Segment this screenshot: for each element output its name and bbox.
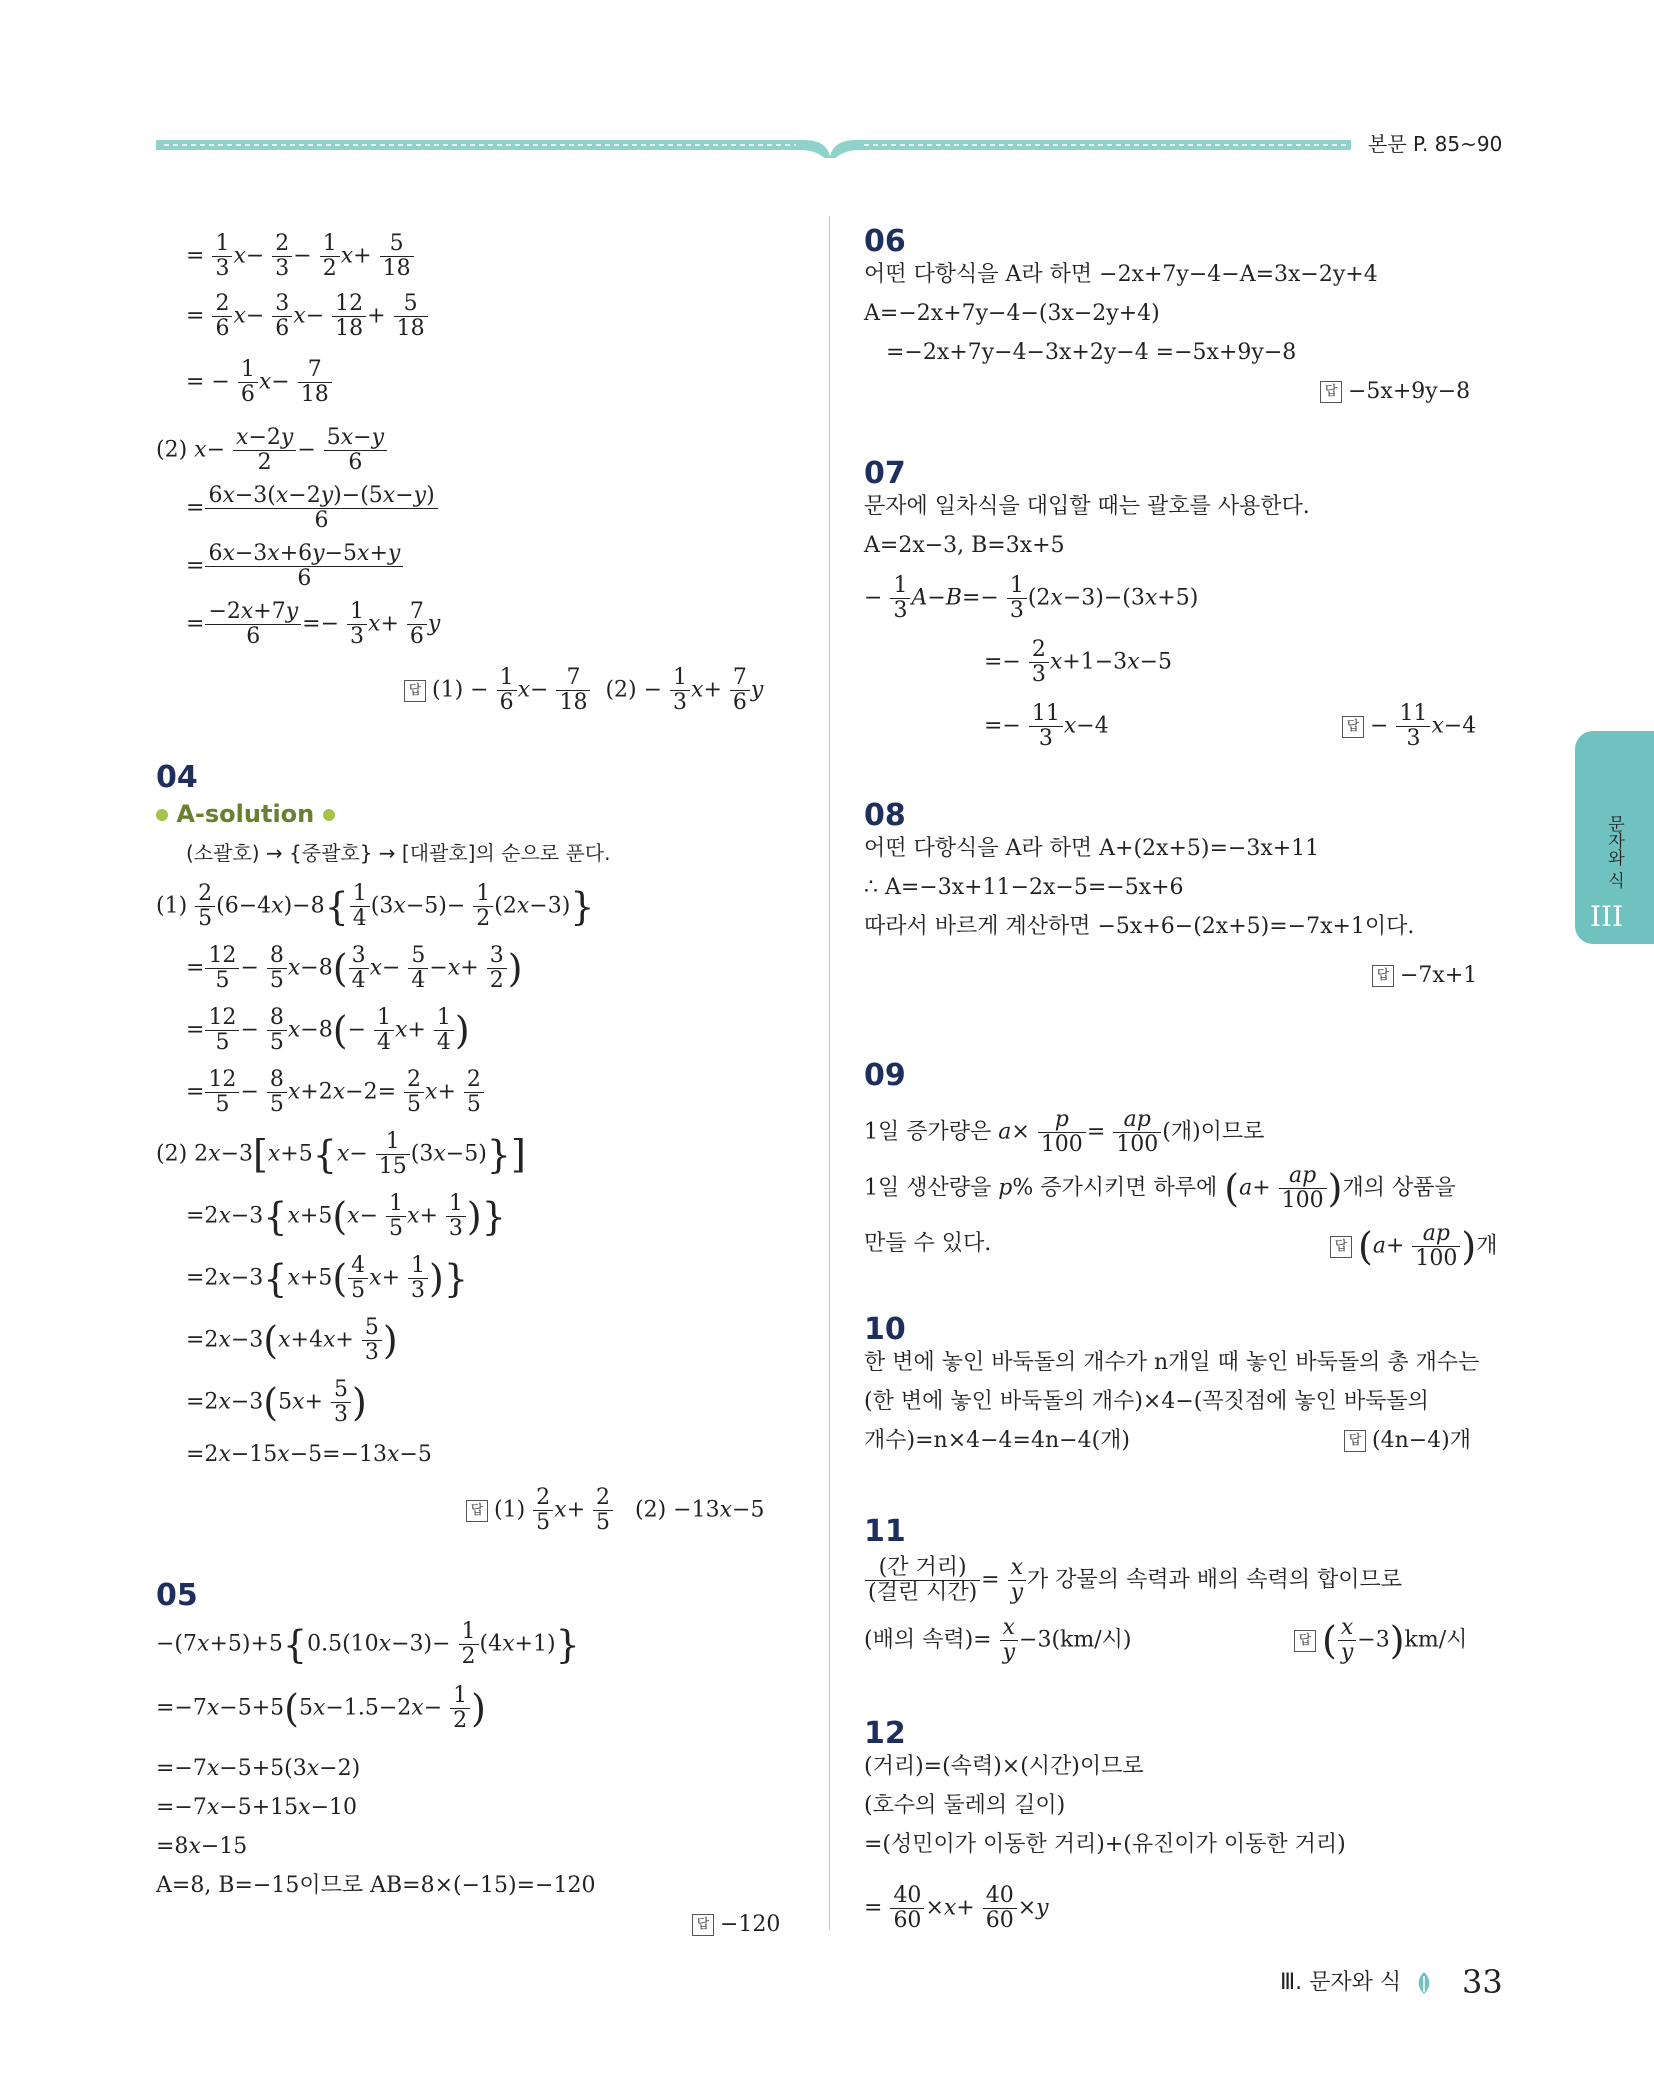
equation-line: = − $\frac{1}{6}$ x− $\frac{7}{18}$ xyxy=(186,358,333,407)
equation-line: = $\frac{40}{60}$ ×x+ $\frac{40}{60}$ ×y xyxy=(864,1883,1049,1934)
equation-line: =2x−3(x+4x+ $\frac{5}{3}$ ) xyxy=(186,1315,398,1366)
text-line: ∴ A=−3x+11−2x−5=−5x+6 xyxy=(864,875,1184,900)
chapter-tab-title: 문자와 식 xyxy=(1604,815,1624,889)
problem-number: 07 xyxy=(864,456,906,491)
equation-line: A=8, B=−15이므로 AB=8×(−15)=−120 xyxy=(156,1873,596,1898)
answer: 답 (1) − $\frac{1}{6}$ x− $\frac{7}{18}$ (2) − $\frac{1}{3}$ x+ $\frac{7}{6}$ y xyxy=(404,666,763,715)
text-line: A=−2x+7y−4−(3x−2y+4) xyxy=(864,301,1160,326)
answer: 답 (a+ $\frac{ap}{100}$ )개 xyxy=(1330,1222,1497,1271)
equation-line: = $\frac{12}{5}$ − $\frac{8}{5}$ x+2x−2= $\frac{2}{5}$ x+ $\frac{2}{5}$ xyxy=(186,1068,485,1117)
problem-number: 09 xyxy=(864,1058,906,1093)
problem-number: 11 xyxy=(864,1514,906,1549)
leaf-icon xyxy=(1414,1970,1434,1996)
answer-mark-icon: 답 xyxy=(1330,1236,1352,1258)
text-line: =−2x+7y−4−3x+2y−4 =−5x+9y−8 xyxy=(886,340,1297,365)
answer-mark-icon: 답 xyxy=(466,1500,488,1522)
answer-mark-icon: 답 xyxy=(1372,965,1394,987)
text-line: 개수)=n×4−4=4n−4(개) xyxy=(864,1428,1130,1453)
text-line: 문자에 일차식을 대입할 때는 괄호를 사용한다. xyxy=(864,494,1310,519)
answer-mark-icon: 답 xyxy=(1320,381,1342,403)
text-line: A=2x−3, B=3x+5 xyxy=(864,533,1065,558)
problem-number: 04 xyxy=(156,760,198,795)
column-divider xyxy=(829,216,830,1930)
text-line: (호수의 둘레의 길이) xyxy=(864,1793,1066,1818)
equation-line: = $\frac{6x-3x+6y-5x+y}{6}$ xyxy=(186,542,404,591)
equation-line: =−7x−5+15x−10 xyxy=(156,1795,358,1820)
equation-line: 1일 생산량을 p% 증가시키면 하루에 (a+ $\frac{ap}{100}$ )개의 상품을 xyxy=(864,1163,1456,1214)
answer-mark-icon: 답 xyxy=(692,1914,714,1936)
equation-line: =2x−3{x+5(x− $\frac{1}{5}$ x+ $\frac{1}{3}$ )} xyxy=(186,1191,506,1242)
equation-line: = $\frac{6x-3(x-2y)-(5x-y)}{6}$ xyxy=(186,484,439,533)
text-line: 어떤 다항식을 A라 하면 −2x+7y−4−A=3x−2y+4 xyxy=(864,262,1378,287)
answer: 답 −120 xyxy=(692,1914,780,1936)
equation-line: −(7x+5)+5{0.5(10x−3)− $\frac{1}{2}$ (4x+1)} xyxy=(156,1619,580,1670)
text-line: 만들 수 있다. xyxy=(864,1231,992,1256)
text-line: (한 변에 놓인 바둑돌의 개수)×4−(꼭짓점에 놓인 바둑돌의 xyxy=(864,1389,1429,1414)
answer: 답 −7x+1 xyxy=(1372,965,1477,987)
bullet-icon xyxy=(156,809,168,821)
equation-line: =−7x−5+5(3x−2) xyxy=(156,1756,361,1781)
equation-line: (2) x− $\frac{x-2y}{2}$ − $\frac{5x-y}{6}$ xyxy=(156,426,388,475)
text-line: 따라서 바르게 계산하면 −5x+6−(2x+5)=−7x+1이다. xyxy=(864,914,1415,939)
answer: 답 − $\frac{11}{3}$ x−4 xyxy=(1342,702,1476,751)
equation-line: = $\frac{-2x+7y}{6}$ =− $\frac{1}{3}$ x+ $\frac{7}{6}$ y xyxy=(186,599,441,650)
equation-line: =− $\frac{2}{3}$ x+1−3x−5 xyxy=(984,637,1173,688)
text-line: 어떤 다항식을 A라 하면 A+(2x+5)=−3x+11 xyxy=(864,836,1320,861)
header-banner xyxy=(156,136,1351,158)
equation-line: =−7x−5+5(5x−1.5−2x− $\frac{1}{2}$ ) xyxy=(156,1683,486,1734)
equation-line: (1) $\frac{2}{5}$ (6−4x)−8{ $\frac{1}{4}$ (3x−5)− $\frac{1}{2}$ (2x−3)} xyxy=(156,881,595,932)
problem-number: 12 xyxy=(864,1716,906,1751)
answer-mark-icon: 답 xyxy=(1342,716,1364,738)
equation-line: − $\frac{1}{3}$ A−B=− $\frac{1}{3}$ (2x−3)−(3x+5) xyxy=(864,573,1199,624)
answer-mark-icon: 답 xyxy=(1344,1430,1366,1452)
equation-line: =− $\frac{11}{3}$ x−4 xyxy=(984,701,1109,752)
answer-mark-icon: 답 xyxy=(1294,1630,1316,1652)
equation-line: 1일 증가량은 a× $\frac{p}{100}$ = $\frac{ap}{100}$ (개)이므로 xyxy=(864,1107,1265,1158)
problem-number: 08 xyxy=(864,798,906,833)
equation-line: =2x−3(5x+ $\frac{5}{3}$ ) xyxy=(186,1377,367,1428)
answer: 답 (1) $\frac{2}{5}$ x+ $\frac{2}{5}$ (2) −13x−5 xyxy=(466,1486,764,1535)
problem-number: 10 xyxy=(864,1312,906,1347)
hint-text: (소괄호) → {중괄호} → [대괄호]의 순으로 푼다. xyxy=(186,841,611,865)
equation-line: (2) 2x−3[x+5{x− $\frac{1}{15}$ (3x−5)}] xyxy=(156,1129,526,1180)
equation-line: $\frac{\text{(간 거리)}}{\text{(걸린 시간)}}$ = $\frac{x}{y}$ 가 강물의 속력과 배의 속력의 합이므로 xyxy=(864,1556,1402,1605)
chapter-tab-number: III xyxy=(1590,900,1624,933)
solution-label: A-solution xyxy=(156,800,335,828)
text-line: (거리)=(속력)×(시간)이므로 xyxy=(864,1754,1144,1779)
text-line: =(성민이가 이동한 거리)+(유진이가 이동한 거리) xyxy=(864,1832,1346,1857)
text-line: 한 변에 놓인 바둑돌의 개수가 n개일 때 놓인 바둑돌의 총 개수는 xyxy=(864,1350,1480,1375)
answer: 답 (4n−4)개 xyxy=(1344,1430,1471,1452)
answer: 답 −5x+9y−8 xyxy=(1320,381,1470,403)
equation-line: = $\frac{12}{5}$ − $\frac{8}{5}$ x−8( $\frac{3}{4}$ x− $\frac{5}{4}$ −x+ $\frac{3}{2}$ ) xyxy=(186,943,523,994)
footer-chapter: Ⅲ. 문자와 식 xyxy=(1280,1965,1434,1996)
equation-line: (배의 속력)= $\frac{x}{y}$ −3(km/시) xyxy=(864,1615,1132,1666)
answer: 답 ( $\frac{x}{y}$ −3)km/시 xyxy=(1294,1616,1467,1665)
equation-line: =2x−3{x+5( $\frac{4}{5}$ x+ $\frac{1}{3}$ )} xyxy=(186,1253,469,1304)
bullet-icon xyxy=(323,809,335,821)
equation-line: =2x−15x−5=−13x−5 xyxy=(186,1442,432,1467)
equation-line: = $\frac{12}{5}$ − $\frac{8}{5}$ x−8(− $\frac{1}{4}$ x+ $\frac{1}{4}$ ) xyxy=(186,1005,470,1056)
problem-number: 06 xyxy=(864,224,906,259)
answer-mark-icon: 답 xyxy=(404,680,426,702)
problem-number: 05 xyxy=(156,1578,198,1613)
equation-line: = $\frac{1}{3}$ x− $\frac{2}{3}$ − $\frac{1}{2}$ x+ $\frac{5}{18}$ xyxy=(186,232,415,281)
page-number: 33 xyxy=(1462,1963,1503,2001)
equation-line: =8x−15 xyxy=(156,1834,248,1859)
equation-line: = $\frac{2}{6}$ x− $\frac{3}{6}$ x− $\frac{12}{18}$ + $\frac{5}{18}$ xyxy=(186,292,429,341)
page-reference: 본문 P. 85~90 xyxy=(1368,132,1503,156)
